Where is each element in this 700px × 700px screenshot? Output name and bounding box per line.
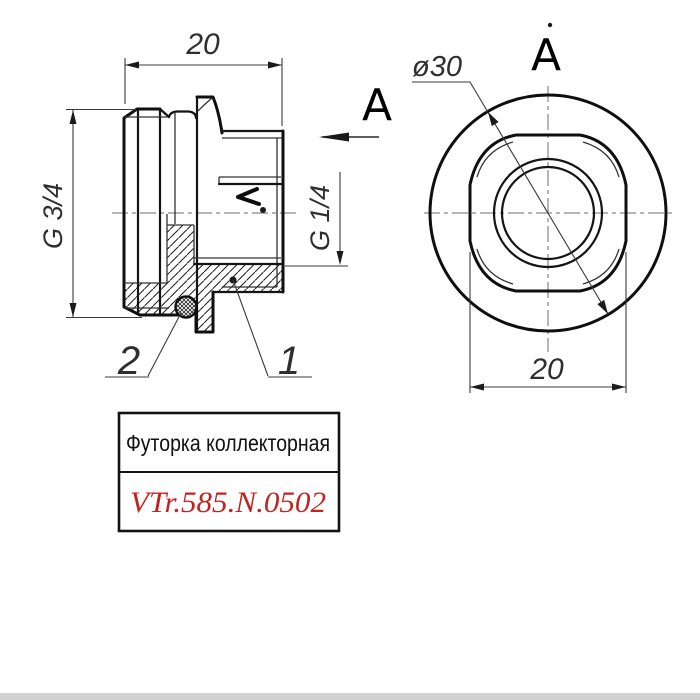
callout-oring-text: 2 bbox=[117, 339, 141, 383]
oring-seal-hatch bbox=[176, 297, 197, 318]
length-dim-text: 20 bbox=[186, 28, 220, 61]
thread-runout-bump bbox=[169, 112, 196, 119]
hex-corner-arc-tr bbox=[583, 142, 619, 177]
view-direction-text: A bbox=[361, 80, 393, 131]
hex-corner-arc-br bbox=[583, 249, 619, 284]
callout-oring bbox=[105, 313, 181, 383]
thread-mark bbox=[238, 189, 259, 204]
view-label-text: A bbox=[530, 30, 562, 81]
dimension-g14 bbox=[285, 172, 348, 266]
front-view-a bbox=[412, 23, 674, 393]
view-label bbox=[531, 23, 561, 81]
product-name-text: Футорка коллекторная bbox=[126, 430, 330, 456]
view-arrow-icon bbox=[319, 133, 349, 142]
hex-corner-arc-bl bbox=[477, 249, 513, 284]
female-thread-text: G 1/4 bbox=[305, 184, 335, 252]
callout-body-text: 1 bbox=[277, 339, 301, 383]
title-block bbox=[119, 413, 339, 531]
diameter-dim-text: ø30 bbox=[412, 51, 462, 83]
thread-chamfer-right bbox=[160, 109, 169, 117]
male-thread-text: G 3/4 bbox=[38, 182, 68, 250]
scan-edge-artifact bbox=[0, 693, 700, 700]
side-section-view bbox=[38, 28, 392, 383]
view-label-dot bbox=[548, 23, 552, 27]
dimension-length-20 bbox=[125, 28, 282, 126]
dimension-diameter-30 bbox=[412, 51, 608, 314]
hex-flange-outline bbox=[197, 97, 222, 133]
thread-mark-dot bbox=[260, 207, 266, 213]
view-direction-indicator bbox=[319, 80, 392, 142]
across-flats-text: 20 bbox=[530, 353, 564, 386]
hex-corner-arc-tl bbox=[477, 142, 513, 177]
hex-chamfer-arc bbox=[198, 98, 212, 111]
part-number-text: VTr.585.N.0502 bbox=[130, 486, 326, 519]
